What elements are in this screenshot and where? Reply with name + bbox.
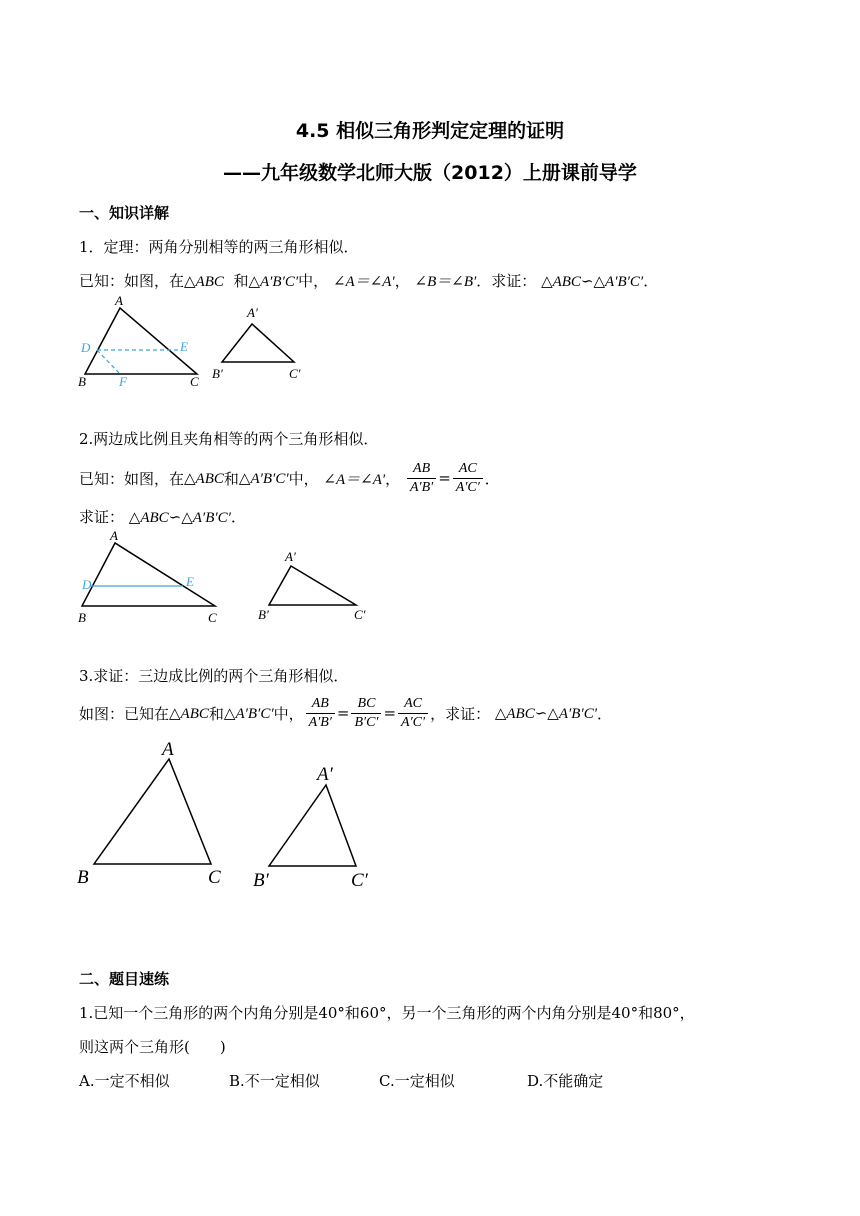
condition-angle-a: ∠A＝∠A′: [332, 274, 395, 290]
label-a-prime: A′: [285, 549, 296, 564]
theorem-2-prove: [79, 506, 246, 527]
theorem-1-given: [79, 270, 658, 291]
triangle-abc-shape: [82, 543, 215, 606]
theorem-3-statement: 3.求证：三边成比例的两个三角形相似．: [79, 667, 349, 685]
end-period: ．: [597, 704, 613, 723]
condition-angle-b: ∠B＝∠B′: [414, 274, 477, 290]
theorem-2-statement: 2.两边成比例且夹角相等的两个三角形相似．: [79, 430, 379, 448]
figure-2: [70, 528, 380, 628]
question-1-line-1: 1.已知一个三角形的两个内角分别是40°和60°，另一个三角形的两个内角分别是40°和80°，: [79, 1004, 695, 1022]
triangle-abc: △ABC: [184, 274, 224, 290]
aux-line-df: [97, 350, 120, 374]
triangle-a1b1c1-shape: [269, 785, 356, 866]
label-b-prime: B′: [258, 607, 269, 622]
label-b: B: [78, 374, 86, 389]
equals-sign: =: [383, 704, 397, 722]
triangle-a1b1c1-shape: [269, 566, 356, 605]
question-1-option-d[interactable]: D.不能确定: [527, 1072, 604, 1090]
figure-1: [70, 290, 320, 390]
given-prefix: 已知：如图，在: [79, 469, 185, 488]
mid-word: 中，: [273, 704, 304, 723]
fraction-ab-over-a1b1: $\frac{AB}{A'B'}$: [407, 460, 436, 497]
page-title: 4.5 相似三角形判定定理的证明: [295, 120, 565, 142]
end-period: ．: [484, 469, 500, 488]
label-c-prime: C′: [289, 366, 301, 381]
equals-sign: =: [438, 469, 451, 487]
fraction-ab-over-a1b1: $\frac{AB}{A'B'}$: [306, 695, 335, 732]
comma: ，: [385, 469, 401, 488]
question-1-option-a[interactable]: A.一定不相似: [79, 1072, 170, 1090]
end-period: ．: [230, 508, 246, 526]
question-1-option-c[interactable]: C.一定相似: [379, 1072, 455, 1090]
fraction-ac-over-a1c1: $\frac{AC}{A'C'}$: [453, 460, 483, 497]
label-e: E: [186, 574, 194, 589]
given-prefix: 如图：已知在: [79, 704, 170, 723]
theorem-3-given: [79, 690, 612, 736]
label-c-prime: C′: [351, 870, 368, 891]
prove-prefix: 求证：: [79, 508, 125, 526]
label-d: D: [82, 577, 92, 592]
label-a: A: [162, 739, 174, 760]
fraction-bc-over-b1c1: $\frac{BC}{B'C'}$: [351, 695, 381, 732]
triangle-a1b1c1: △A′B′C′: [248, 274, 299, 290]
conclusion-similar: △ABC∽△A′B′C′: [128, 510, 231, 526]
triangle-abc: △ABC: [169, 705, 209, 722]
label-a: A: [115, 293, 123, 308]
triangle-a1b1c1: △A′B′C′: [223, 705, 274, 722]
label-d: D: [81, 340, 91, 355]
triangle-a1b1c1: △A′B′C′: [238, 470, 289, 487]
label-a: A: [110, 528, 118, 543]
label-c-prime: C′: [354, 607, 366, 622]
triangle-a1b1c1-shape: [222, 324, 294, 362]
section-heading-practice: 二、题目速练: [79, 970, 170, 988]
section-heading-knowledge: 一、知识详解: [79, 204, 170, 222]
label-b: B: [78, 610, 86, 625]
conclusion-similar: △ABC∽△A′B′C′: [494, 705, 598, 722]
label-b: B: [77, 867, 89, 888]
mid-word: 中，: [298, 272, 329, 290]
page-subtitle: ——九年级数学北师大版（2012）上册课前导学: [223, 162, 637, 184]
label-b-prime: B′: [212, 366, 223, 381]
question-1-line-2: 则这两个三角形( ): [79, 1038, 226, 1056]
label-f: F: [119, 374, 127, 389]
label-a-prime: A′: [247, 305, 258, 320]
question-1-option-b[interactable]: B.不一定相似: [229, 1072, 320, 1090]
and-word: 和: [233, 272, 249, 290]
and-word: 和: [223, 469, 239, 488]
prove-prefix: ，求证：: [430, 704, 491, 723]
mid-word: 中，: [288, 469, 319, 488]
equals-sign: =: [336, 704, 350, 722]
label-c: C: [190, 374, 199, 389]
comma: ，: [394, 272, 410, 290]
theorem-2-given: [79, 455, 500, 501]
condition-angle-a: ∠A＝∠A′: [323, 471, 386, 488]
and-word: 和: [208, 704, 224, 723]
triangle-abc: △ABC: [184, 470, 224, 487]
prove-prefix: ．求证：: [476, 272, 537, 290]
triangle-abc-shape: [94, 759, 211, 864]
conclusion-similar: △ABC∽△A′B′C′: [541, 274, 644, 290]
fraction-ac-over-a1c1: $\frac{AC}{A'C'}$: [398, 695, 428, 732]
end-period: ．: [643, 272, 659, 290]
theorem-1-statement: 1．定理：两角分别相等的两三角形相似．: [79, 238, 359, 256]
figure-3: [70, 735, 390, 895]
label-a-prime: A′: [317, 764, 333, 785]
given-prefix: 已知：如图，在: [79, 272, 185, 290]
label-c: C: [208, 610, 217, 625]
label-e: E: [180, 339, 188, 354]
label-c: C: [208, 867, 221, 888]
label-b-prime: B′: [253, 870, 269, 891]
